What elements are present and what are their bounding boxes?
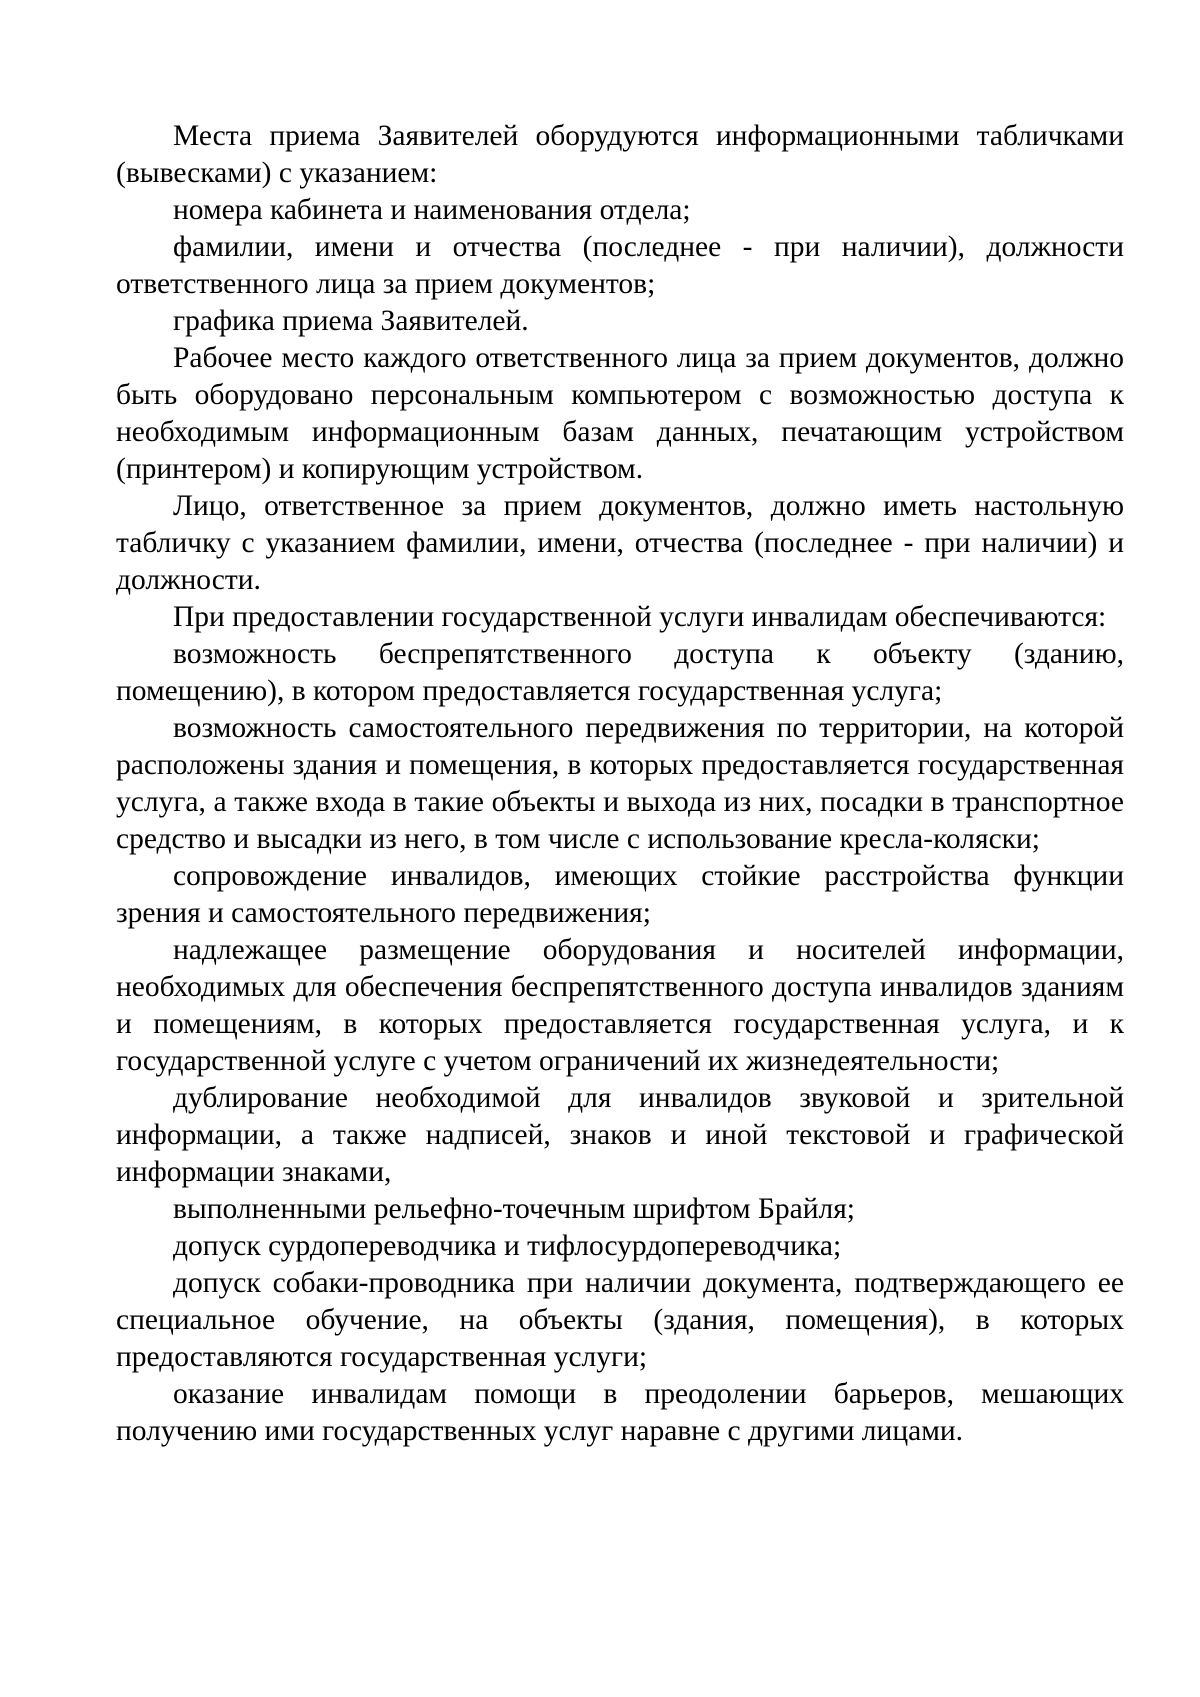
- paragraph-room-number: номера кабинета и наименования отдела;: [173, 194, 691, 226]
- paragraph-equipment-placement: надлежащее размещение оборудования и носителей информации, необходимых для обеспечения беспрепятственного доступа инвалидов зданиям и помещениям, в которых предоставляется государственная услуга, и к государственной услуге с учетом ограничений их жизнедеятельности;: [116, 934, 1124, 1077]
- document-body: [116, 118, 1124, 1450]
- paragraph-duplication: дублирование необходимой для инвалидов звуковой и зрительной информации, а также надписей, знаков и иной текстовой и графической информации знаками,: [116, 1082, 1124, 1188]
- paragraph-disabled-provision: При предоставлении государственной услуги инвалидам обеспечиваются:: [173, 601, 1107, 633]
- paragraph-sign-interpreter: допуск сурдопереводчика и тифлосурдопереводчика;: [173, 1230, 842, 1262]
- paragraph-access-object: возможность беспрепятственного доступа к объекту (зданию, помещению), в котором предоставляется государственная услуга;: [116, 638, 1124, 707]
- paragraph-braille: выполненными рельефно-точечным шрифтом Брайля;: [173, 1193, 856, 1225]
- paragraph-desk-sign: Лицо, ответственное за прием документов, должно иметь настольную табличку с указанием фамилии, имени, отчества (последнее - при наличии) и должности.: [116, 490, 1124, 596]
- paragraph-responsible-name: фамилии, имени и отчества (последнее - при наличии), должности ответственного лица за прием документов;: [116, 231, 1124, 300]
- paragraph-escort: сопровождение инвалидов, имеющих стойкие расстройства функции зрения и самостоятельного передвижения;: [116, 860, 1124, 929]
- paragraph-movement: возможность самостоятельного передвижения по территории, на которой расположены здания и помещения, в которых предоставляется государственная услуга, а также входа в такие объекты и выхода из них, посадки в транспортное средство и высадки из него, в том числе с использование кресла-коляски;: [116, 712, 1124, 855]
- paragraph-workplace: Рабочее место каждого ответственного лица за прием документов, должно быть оборудовано персональным компьютером с возможностью доступа к необходимым информационным базам данных, печатающим устройством (принтером) и копирующим устройством.: [116, 342, 1124, 485]
- paragraph-signage: Места приема Заявителей оборудуются информационными табличками (вывесками) с указанием:: [116, 120, 1124, 189]
- paragraph-assistance: оказание инвалидам помощи в преодолении барьеров, мешающих получению ими государственных услуг наравне с другими лицами.: [116, 1378, 1124, 1447]
- paragraph-schedule: графика приема Заявителей.: [173, 305, 529, 337]
- paragraph-guide-dog: допуск собаки-проводника при наличии документа, подтверждающего ее специальное обучение, на объекты (здания, помещения), в которых предоставляются государственная услуги;: [116, 1267, 1124, 1373]
